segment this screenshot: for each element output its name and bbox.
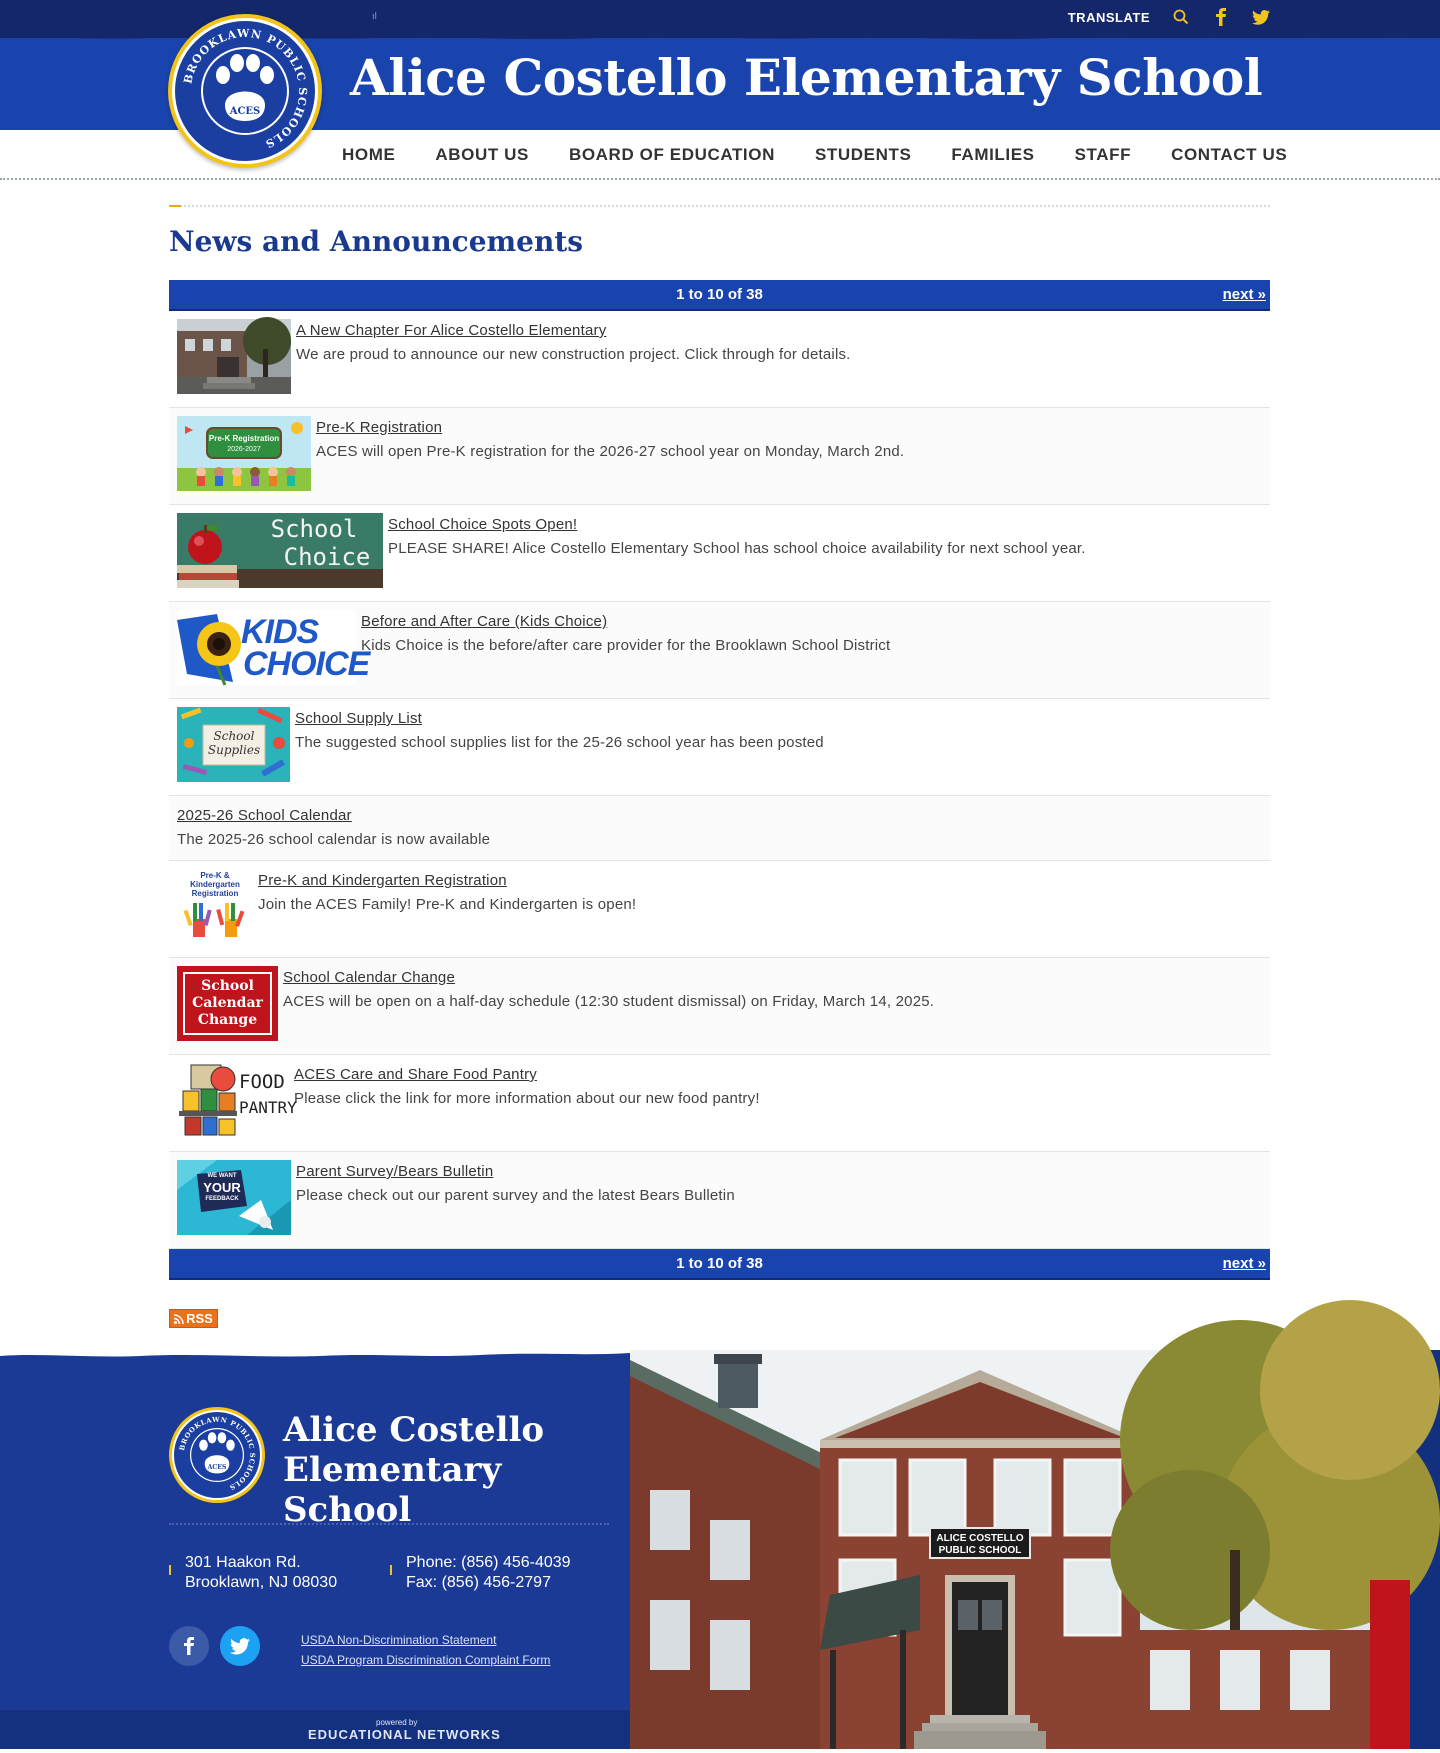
main-nav (322, 130, 1307, 180)
nav-item-board-of-education[interactable]: BOARD OF EDUCATION (568, 145, 775, 164)
divider-accent (169, 205, 181, 207)
phone-number[interactable]: Phone: (856) 456-4039 (406, 1554, 571, 1571)
thumbnail-text: PANTRY (239, 1098, 297, 1117)
thumbnail-text: FEEDBACK (205, 1196, 239, 1202)
thumbnail-text: WE WANT (207, 1173, 237, 1179)
news-title-link[interactable]: ACES Care and Share Food Pantry (294, 1066, 537, 1083)
footer-divider (169, 1523, 609, 1525)
search-icon[interactable] (1172, 8, 1190, 26)
food-pantry-thumbnail[interactable] (177, 1063, 297, 1138)
news-title-link[interactable]: Pre-K Registration (316, 419, 443, 436)
news-text (316, 416, 904, 462)
school-building-photo (630, 1350, 1410, 1749)
painted-hands-thumbnail[interactable] (177, 869, 253, 944)
news-description: ACES will be open on a half-day schedule (12:30 student dismissal) on Friday, March 14, 2025. (283, 993, 935, 1010)
pre-k-registration-thumbnail[interactable] (177, 416, 311, 491)
pagination-bottom (169, 1249, 1270, 1280)
section-divider (169, 205, 1270, 211)
footer-links (301, 1630, 550, 1670)
news-title-link[interactable]: Before and After Care (Kids Choice) (361, 613, 608, 630)
main-content (169, 205, 1270, 1280)
news-description: ACES will open Pre-K registration for the 2026-27 school year on Monday, March 2nd. (316, 443, 905, 460)
news-item (169, 699, 1270, 796)
svg-text:Pre-K Registration: Pre-K Registration (208, 434, 280, 443)
address-line: Brooklawn, NJ 08030 (185, 1574, 338, 1591)
logo-ring-text: BROOKLAWN PUBLIC SCHOOLS (181, 26, 310, 151)
pagination-next-link[interactable]: next » (1222, 286, 1266, 303)
footer-info-panel (0, 1350, 630, 1749)
twitter-icon (230, 1638, 250, 1655)
pagination-count: 1 to 10 of 38 (676, 286, 763, 303)
thumbnail-text: School (213, 729, 255, 743)
news-title-link[interactable]: School Choice Spots Open! (388, 516, 578, 533)
thumbnail-text: KIDS (241, 613, 319, 651)
nav-item-home[interactable]: HOME (342, 145, 396, 164)
pagination-next-link[interactable]: next » (1222, 1255, 1266, 1272)
logo-inner-text: ACES (229, 106, 261, 117)
news-title-link[interactable]: Parent Survey/Bears Bulletin (296, 1163, 494, 1180)
thumbnail-text: School (201, 978, 254, 994)
news-title-link[interactable]: School Calendar Change (283, 969, 456, 986)
nav-item-about-us[interactable]: ABOUT US (435, 145, 529, 164)
news-description: We are proud to announce our new construction project. Click through for details. (296, 346, 851, 363)
translate-button[interactable]: TRANSLATE (1067, 9, 1150, 25)
thumbnail-text: School (270, 515, 358, 543)
skip-link-marker: ıl (372, 12, 378, 22)
thumbnail-text: Kindergarten (190, 880, 240, 889)
footer-facebook-button[interactable] (169, 1626, 209, 1666)
educational-networks-link[interactable]: EDUCATIONAL NETWORKS (308, 1727, 501, 1742)
utility-links (1068, 8, 1270, 26)
school-building-thumbnail[interactable] (177, 319, 291, 394)
pagination-top (169, 280, 1270, 311)
rss-label: RSS (186, 1311, 213, 1326)
news-item (169, 796, 1270, 861)
facebook-icon[interactable] (1212, 8, 1230, 26)
fax-number: Fax: (856) 456-2797 (406, 1574, 551, 1591)
thumbnail-text: Pre-K & (200, 871, 230, 880)
news-item (169, 602, 1270, 699)
news-text (295, 707, 824, 753)
footer-logo[interactable] (169, 1407, 265, 1503)
news-description: PLEASE SHARE! Alice Costello Elementary School has school choice availability for next school year. (388, 540, 1086, 557)
footer-school-name (283, 1410, 630, 1530)
site-footer (0, 1350, 1440, 1749)
news-title-link[interactable]: Pre-K and Kindergarten Registration (258, 872, 507, 889)
news-item (169, 408, 1270, 505)
usda-statement-link[interactable]: USDA Non-Discrimination Statement (301, 1633, 497, 1647)
kids-choice-thumbnail[interactable] (177, 610, 370, 685)
thumbnail-text: Calendar (192, 995, 263, 1011)
nav-item-families[interactable]: FAMILIES (951, 145, 1035, 164)
paw-print-icon (175, 21, 315, 161)
footer-school-name-line1: Alice Costello (283, 1410, 545, 1450)
school-choice-thumbnail[interactable] (177, 513, 383, 588)
news-description: Please click the link for more information about our new food pantry! (294, 1090, 760, 1107)
nav-item-contact-us[interactable]: CONTACT US (1171, 145, 1288, 164)
news-list (169, 311, 1270, 1249)
thumbnail-text: FOOD (239, 1071, 285, 1093)
rss-icon (174, 1314, 184, 1324)
news-item (169, 861, 1270, 958)
news-description: Please check out our parent survey and the latest Bears Bulletin (296, 1187, 735, 1204)
news-text (283, 966, 934, 1012)
school-logo[interactable] (168, 14, 322, 168)
news-description: The 2025-26 school calendar is now available (177, 831, 491, 848)
twitter-icon[interactable] (1252, 8, 1270, 26)
footer-contact (390, 1553, 571, 1593)
rss-feed-button[interactable] (169, 1309, 218, 1328)
news-text (361, 610, 890, 656)
news-text (294, 1063, 760, 1109)
nav-item-students[interactable]: STUDENTS (814, 145, 912, 164)
news-text (296, 1160, 735, 1206)
news-description: The suggested school supplies list for the 25-26 school year has been posted (295, 734, 824, 751)
powered-by-bar (0, 1709, 630, 1749)
thumbnail-text: YOUR (203, 1180, 241, 1195)
usda-complaint-form-link[interactable]: USDA Program Discrimination Complaint Form (301, 1653, 551, 1667)
thumbnail-text: Registration (191, 889, 239, 898)
news-title-link[interactable]: A New Chapter For Alice Costello Elementary (296, 322, 607, 339)
footer-logo-badge (172, 1410, 262, 1500)
news-item (169, 958, 1270, 1055)
news-title-link[interactable]: 2025-26 School Calendar (177, 807, 352, 824)
svg-text:2026-2027: 2026-2027 (227, 446, 261, 453)
logo-badge (172, 18, 318, 164)
thumbnail-text: Choice (283, 543, 371, 571)
building-sign-text: PUBLIC SCHOOL (938, 1545, 1022, 1556)
calendar-change-thumbnail[interactable] (177, 966, 278, 1041)
powered-by-label: powered by (376, 1718, 418, 1727)
news-item (169, 311, 1270, 408)
paw-print-icon (174, 1412, 260, 1498)
footer-logo-ring-text: BROOKLAWN PUBLIC SCHOOLS (178, 1415, 257, 1492)
footer-address (169, 1553, 337, 1593)
torn-edge-divider (0, 1350, 630, 1360)
thumbnail-text: CHOICE (243, 645, 370, 683)
school-supplies-thumbnail[interactable] (177, 707, 290, 782)
news-description: Kids Choice is the before/after care provider for the Brooklawn School District (361, 637, 891, 654)
page-title: News and Announcements (169, 225, 584, 258)
footer-logo-inner-text: ACES (207, 1464, 227, 1472)
footer-school-name-line2: Elementary School (283, 1450, 502, 1530)
thumbnail-text: Change (197, 1012, 258, 1028)
news-text (296, 319, 851, 365)
building-sign-text: ALICE COSTELLO (936, 1533, 1024, 1544)
facebook-icon (183, 1636, 195, 1656)
news-title-link[interactable]: School Supply List (295, 710, 423, 727)
feedback-thumbnail[interactable] (177, 1160, 291, 1235)
thumbnail-text: Supplies (207, 743, 261, 757)
school-name-title: Alice Costello Elementary School (350, 48, 1263, 107)
news-text (177, 804, 490, 850)
news-item (169, 1152, 1270, 1249)
address-line: 301 Haakon Rd. (185, 1554, 301, 1571)
news-text (388, 513, 1086, 559)
footer-twitter-button[interactable] (220, 1626, 260, 1666)
news-item (169, 1055, 1270, 1152)
news-description: Join the ACES Family! Pre-K and Kindergarten is open! (258, 896, 637, 913)
nav-item-staff[interactable]: STAFF (1074, 145, 1132, 164)
news-item (169, 505, 1270, 602)
pagination-count: 1 to 10 of 38 (676, 1255, 763, 1272)
news-text (258, 869, 636, 915)
